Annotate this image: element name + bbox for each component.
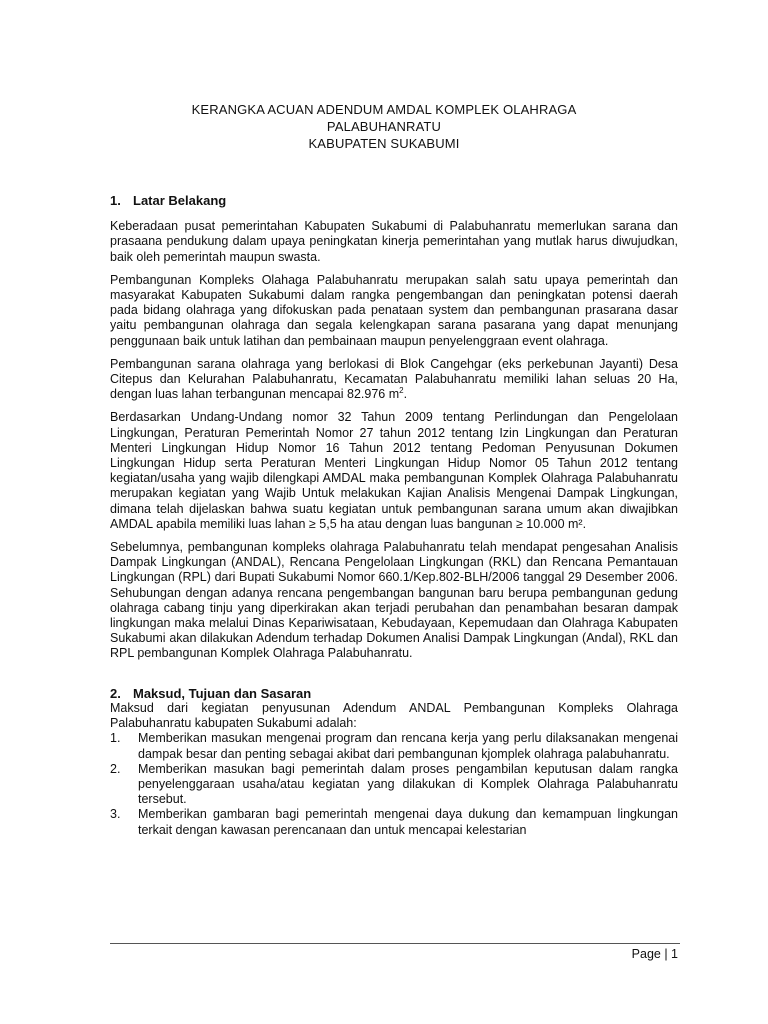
section-number: 1. <box>110 193 121 208</box>
paragraph: Berdasarkan Undang-Undang nomor 32 Tahun 2009 tentang Perlindungan dan Pengelolaan Lingkungan, Peraturan Pemerintah Nomor 27 tahun 2012 tentang Izin Lingkungan dan Peraturan Menteri Lingkungan Hidup Nomor 16 Tahun 2012 tentang Pedoman Penyusunan Dokumen Lingkungan Hidup serta Peraturan Menteri Lingkungan Hidup Nomor 05 Tahun 2012 tentang kegiatan/usaha yang wajib dilengkapi AMDAL maka pembangunan Komplek Olahraga Palabuhanratu merupakan kegiatan yang Wajib Untuk melakukan Kajian Analisis Mengenai Dampak Lingkungan, dimana telah dijelaskan bahwa suatu kegiatan untuk pembangunan sarana umum akan diwajibkan AMDAL apabila memiliki luas lahan ≥ 5,5 ha atau dengan luas bangunan ≥ 10.000 m². <box>110 410 678 531</box>
title-line-1: KERANGKA ACUAN ADENDUM AMDAL KOMPLEK OLAHRAGA <box>191 102 577 117</box>
superscript: 2 <box>399 386 404 396</box>
list-text: Memberikan masukan mengenai program dan rencana kerja yang perlu dilaksanakan mengenai dampak besar dan penting sebagai akibat dari pembangunan kjomplek olahraga palabuhanratu. <box>138 731 678 761</box>
document-body <box>110 193 678 838</box>
section-number: 2. <box>110 685 121 701</box>
section-intro: Maksud dari kegiatan penyusunan Adendum ANDAL Pembangunan Kompleks Olahraga Palabuhanratu kabupaten Sukabumi adalah: <box>110 700 678 731</box>
paragraph-land-area <box>110 357 678 403</box>
paragraph-text: Pembangunan sarana olahraga yang berlokasi di Blok Cangehgar (eks perkebunan Jayanti) Desa Citepus dan Kelurahan Palabuhanratu, Kecamatan Palabuhanratu memiliki lahan seluas 20 Ha, dengan luas lahan terbangunan mencapai 82.976 m <box>110 356 678 402</box>
paragraph: Pembangunan Kompleks Olahaga Palabuhanratu merupakan salah satu upaya pemerintah dan masyarakat Kabupaten Sukabumi dalam rangka pengembangan dan peningkatan potensi daerah pada bidang olahraga yang difokuskan pada penataan system dan pembangunan prasarana dasar yaitu pembangunan olahraga dan segala kelengkapan sarana pasarana yang dapat menunjang penggunaan baik untuk latihan dan pembainaan maupun penyelenggraan event olahraga. <box>110 272 678 348</box>
list-number: 3. <box>110 807 121 822</box>
list-number: 1. <box>110 731 121 746</box>
section-title: Maksud, Tujuan dan Sasaran <box>133 685 312 701</box>
list-text: Memberikan masukan bagi pemerintah dalam proses pengambilan keputusan dalam rangka penyelenggaraan usaha/atau kegiatan yang dilakukan di Komplek Olahraga Palabuhanratu tersebut. <box>138 761 678 807</box>
section-title: Latar Belakang <box>133 193 227 208</box>
footer-divider <box>110 943 680 944</box>
numbered-list <box>110 731 678 837</box>
list-number: 2. <box>110 761 121 776</box>
paragraph-end: . <box>403 387 408 402</box>
title-line-3: KABUPATEN SUKABUMI <box>308 136 460 151</box>
paragraph: Keberadaan pusat pemerintahan Kabupaten Sukabumi di Palabuhanratu memerlukan sarana dan prasaana pendukung dalam upaya peningkatan kinerja pemerintahan yang mutlak harus diwujudkan, baik oleh pemerintah maupun swasta. <box>110 219 678 264</box>
document-title <box>0 101 768 152</box>
title-line-2: PALABUHANRATU <box>326 119 442 134</box>
list-item <box>110 731 678 761</box>
list-text: Memberikan gambaran bagi pemerintah mengenai daya dukung dan kemampuan lingkungan terkait dengan kawasan perencanaan dan untuk mencapai kelestarian <box>138 807 678 837</box>
page-number: Page | 1 <box>631 947 678 961</box>
paragraph: Sebelumnya, pembangunan kompleks olahraga Palabuhanratu telah mendapat pengesahan Analisis Dampak Lingkungan (ANDAL), Rencana Pengelolaan Lingkungan (RKL) dan Rencana Pemantauan Lingkungan (RPL) dari Bupati Sukabumi Nomor 660.1/Kep.802-BLH/2006 tanggal 29 Desember 2006. Sehubungan dengan adanya rencana pengembangan bangunan baru berupa pembangunan gedung olahraga cabang tinju yang diperkirakan akan terjadi perubahan dan penambahan besaran dampak lingkungan maka melalui Dinas Kepariwisataan, Kebudayaan, Kepemudaan dan Olahraga Kabupaten Sukabumi akan dilakukan Adendum terhadap Dokumen Analisi Dampak Lingkungan (Andal), RKL dan RPL pembangunan Komplek Olahraga Palabuhanratu. <box>110 540 678 661</box>
list-item <box>110 762 678 808</box>
list-item <box>110 807 678 837</box>
section-2-heading <box>110 686 678 701</box>
section-1-heading <box>110 193 678 208</box>
